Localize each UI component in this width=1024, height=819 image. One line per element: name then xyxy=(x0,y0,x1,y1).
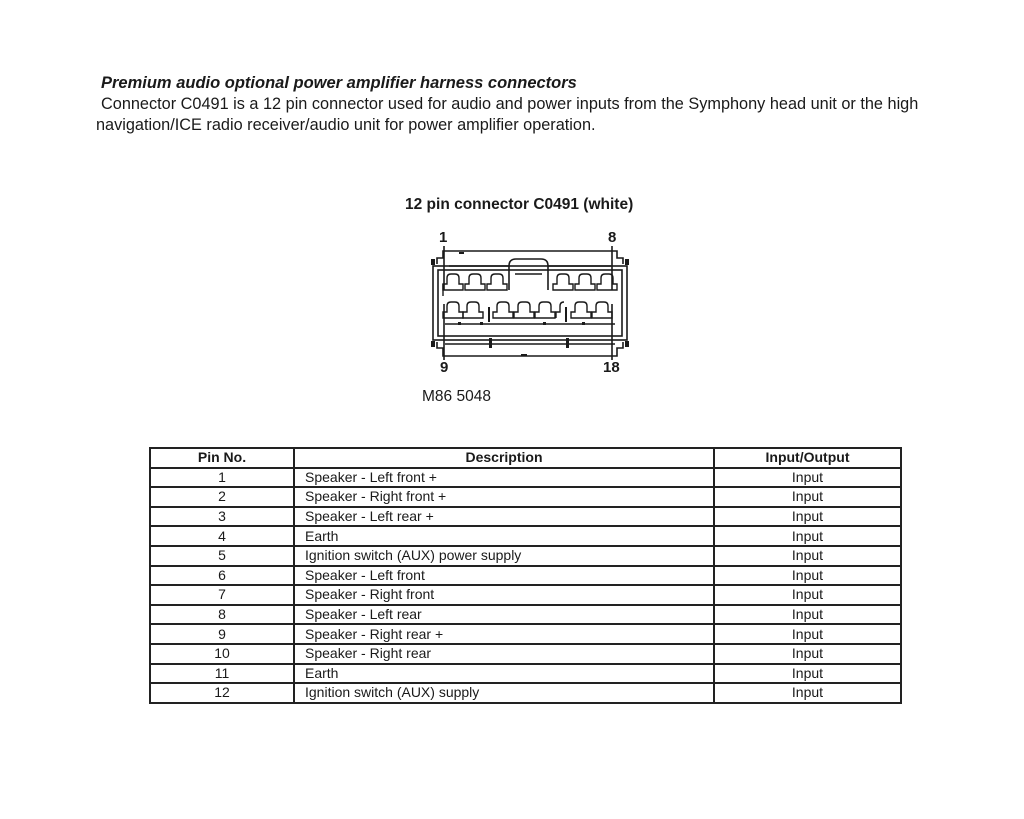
pin-io: Input xyxy=(714,526,901,546)
pin-io: Input xyxy=(714,644,901,664)
header-input-output: Input/Output xyxy=(714,448,901,468)
pin-table xyxy=(149,447,902,704)
pin-number: 4 xyxy=(150,526,294,546)
table-row xyxy=(150,546,901,566)
pin-io: Input xyxy=(714,624,901,644)
pin-label-top-left: 1 xyxy=(439,229,448,246)
pin-number: 3 xyxy=(150,507,294,527)
pin-description: Speaker - Left rear xyxy=(294,605,714,625)
pin-io: Input xyxy=(714,605,901,625)
pin-io: Input xyxy=(714,507,901,527)
table-row xyxy=(150,664,901,684)
table-row xyxy=(150,585,901,605)
connector-drawing xyxy=(425,228,635,380)
intro-line-1: Connector C0491 is a 12 pin connector used for audio and power inputs from the Symphony head unit or the high xyxy=(101,95,919,113)
bottom-row-terminals xyxy=(443,302,612,318)
pin-io: Input xyxy=(714,664,901,684)
pin-description: Ignition switch (AUX) power supply xyxy=(294,546,714,566)
table-row xyxy=(150,683,901,703)
intro-paragraph xyxy=(96,94,976,136)
table-row xyxy=(150,605,901,625)
pin-number: 1 xyxy=(150,468,294,488)
pin-io: Input xyxy=(714,585,901,605)
pin-number: 6 xyxy=(150,566,294,586)
table-row xyxy=(150,624,901,644)
pin-description: Speaker - Right front xyxy=(294,585,714,605)
pin-number: 8 xyxy=(150,605,294,625)
section-heading: Premium audio optional power amplifier harness connectors xyxy=(101,74,577,92)
connector-diagram xyxy=(425,228,635,380)
table-header-row xyxy=(150,448,901,468)
pin-io: Input xyxy=(714,468,901,488)
pin-description: Speaker - Right rear + xyxy=(294,624,714,644)
table-row xyxy=(150,566,901,586)
pin-number: 10 xyxy=(150,644,294,664)
pin-number: 2 xyxy=(150,487,294,507)
pin-number: 5 xyxy=(150,546,294,566)
pin-io: Input xyxy=(714,546,901,566)
pin-label-bottom-right: 18 xyxy=(603,359,620,376)
pin-description: Earth xyxy=(294,526,714,546)
figure-code: M86 5048 xyxy=(422,388,491,405)
table-row xyxy=(150,526,901,546)
pin-description: Speaker - Right rear xyxy=(294,644,714,664)
pin-description: Speaker - Left rear + xyxy=(294,507,714,527)
pin-label-top-right: 8 xyxy=(608,229,617,246)
header-pin-no: Pin No. xyxy=(150,448,294,468)
intro-line-2: navigation/ICE radio receiver/audio unit for power amplifier operation. xyxy=(96,116,596,134)
table-row xyxy=(150,487,901,507)
table-row xyxy=(150,468,901,488)
pin-io: Input xyxy=(714,566,901,586)
pin-number: 7 xyxy=(150,585,294,605)
pin-description: Speaker - Right front + xyxy=(294,487,714,507)
top-row-terminals xyxy=(425,274,617,296)
pin-description: Speaker - Left front xyxy=(294,566,714,586)
table-row xyxy=(150,644,901,664)
table-row xyxy=(150,507,901,527)
pin-io: Input xyxy=(714,683,901,703)
pin-io: Input xyxy=(714,487,901,507)
header-description: Description xyxy=(294,448,714,468)
pin-description: Speaker - Left front + xyxy=(294,468,714,488)
pin-number: 12 xyxy=(150,683,294,703)
figure-title: 12 pin connector C0491 (white) xyxy=(405,196,634,213)
pin-number: 9 xyxy=(150,624,294,644)
pin-description: Earth xyxy=(294,664,714,684)
pin-description: Ignition switch (AUX) supply xyxy=(294,683,714,703)
pin-number: 11 xyxy=(150,664,294,684)
pin-label-bottom-left: 9 xyxy=(440,359,449,376)
